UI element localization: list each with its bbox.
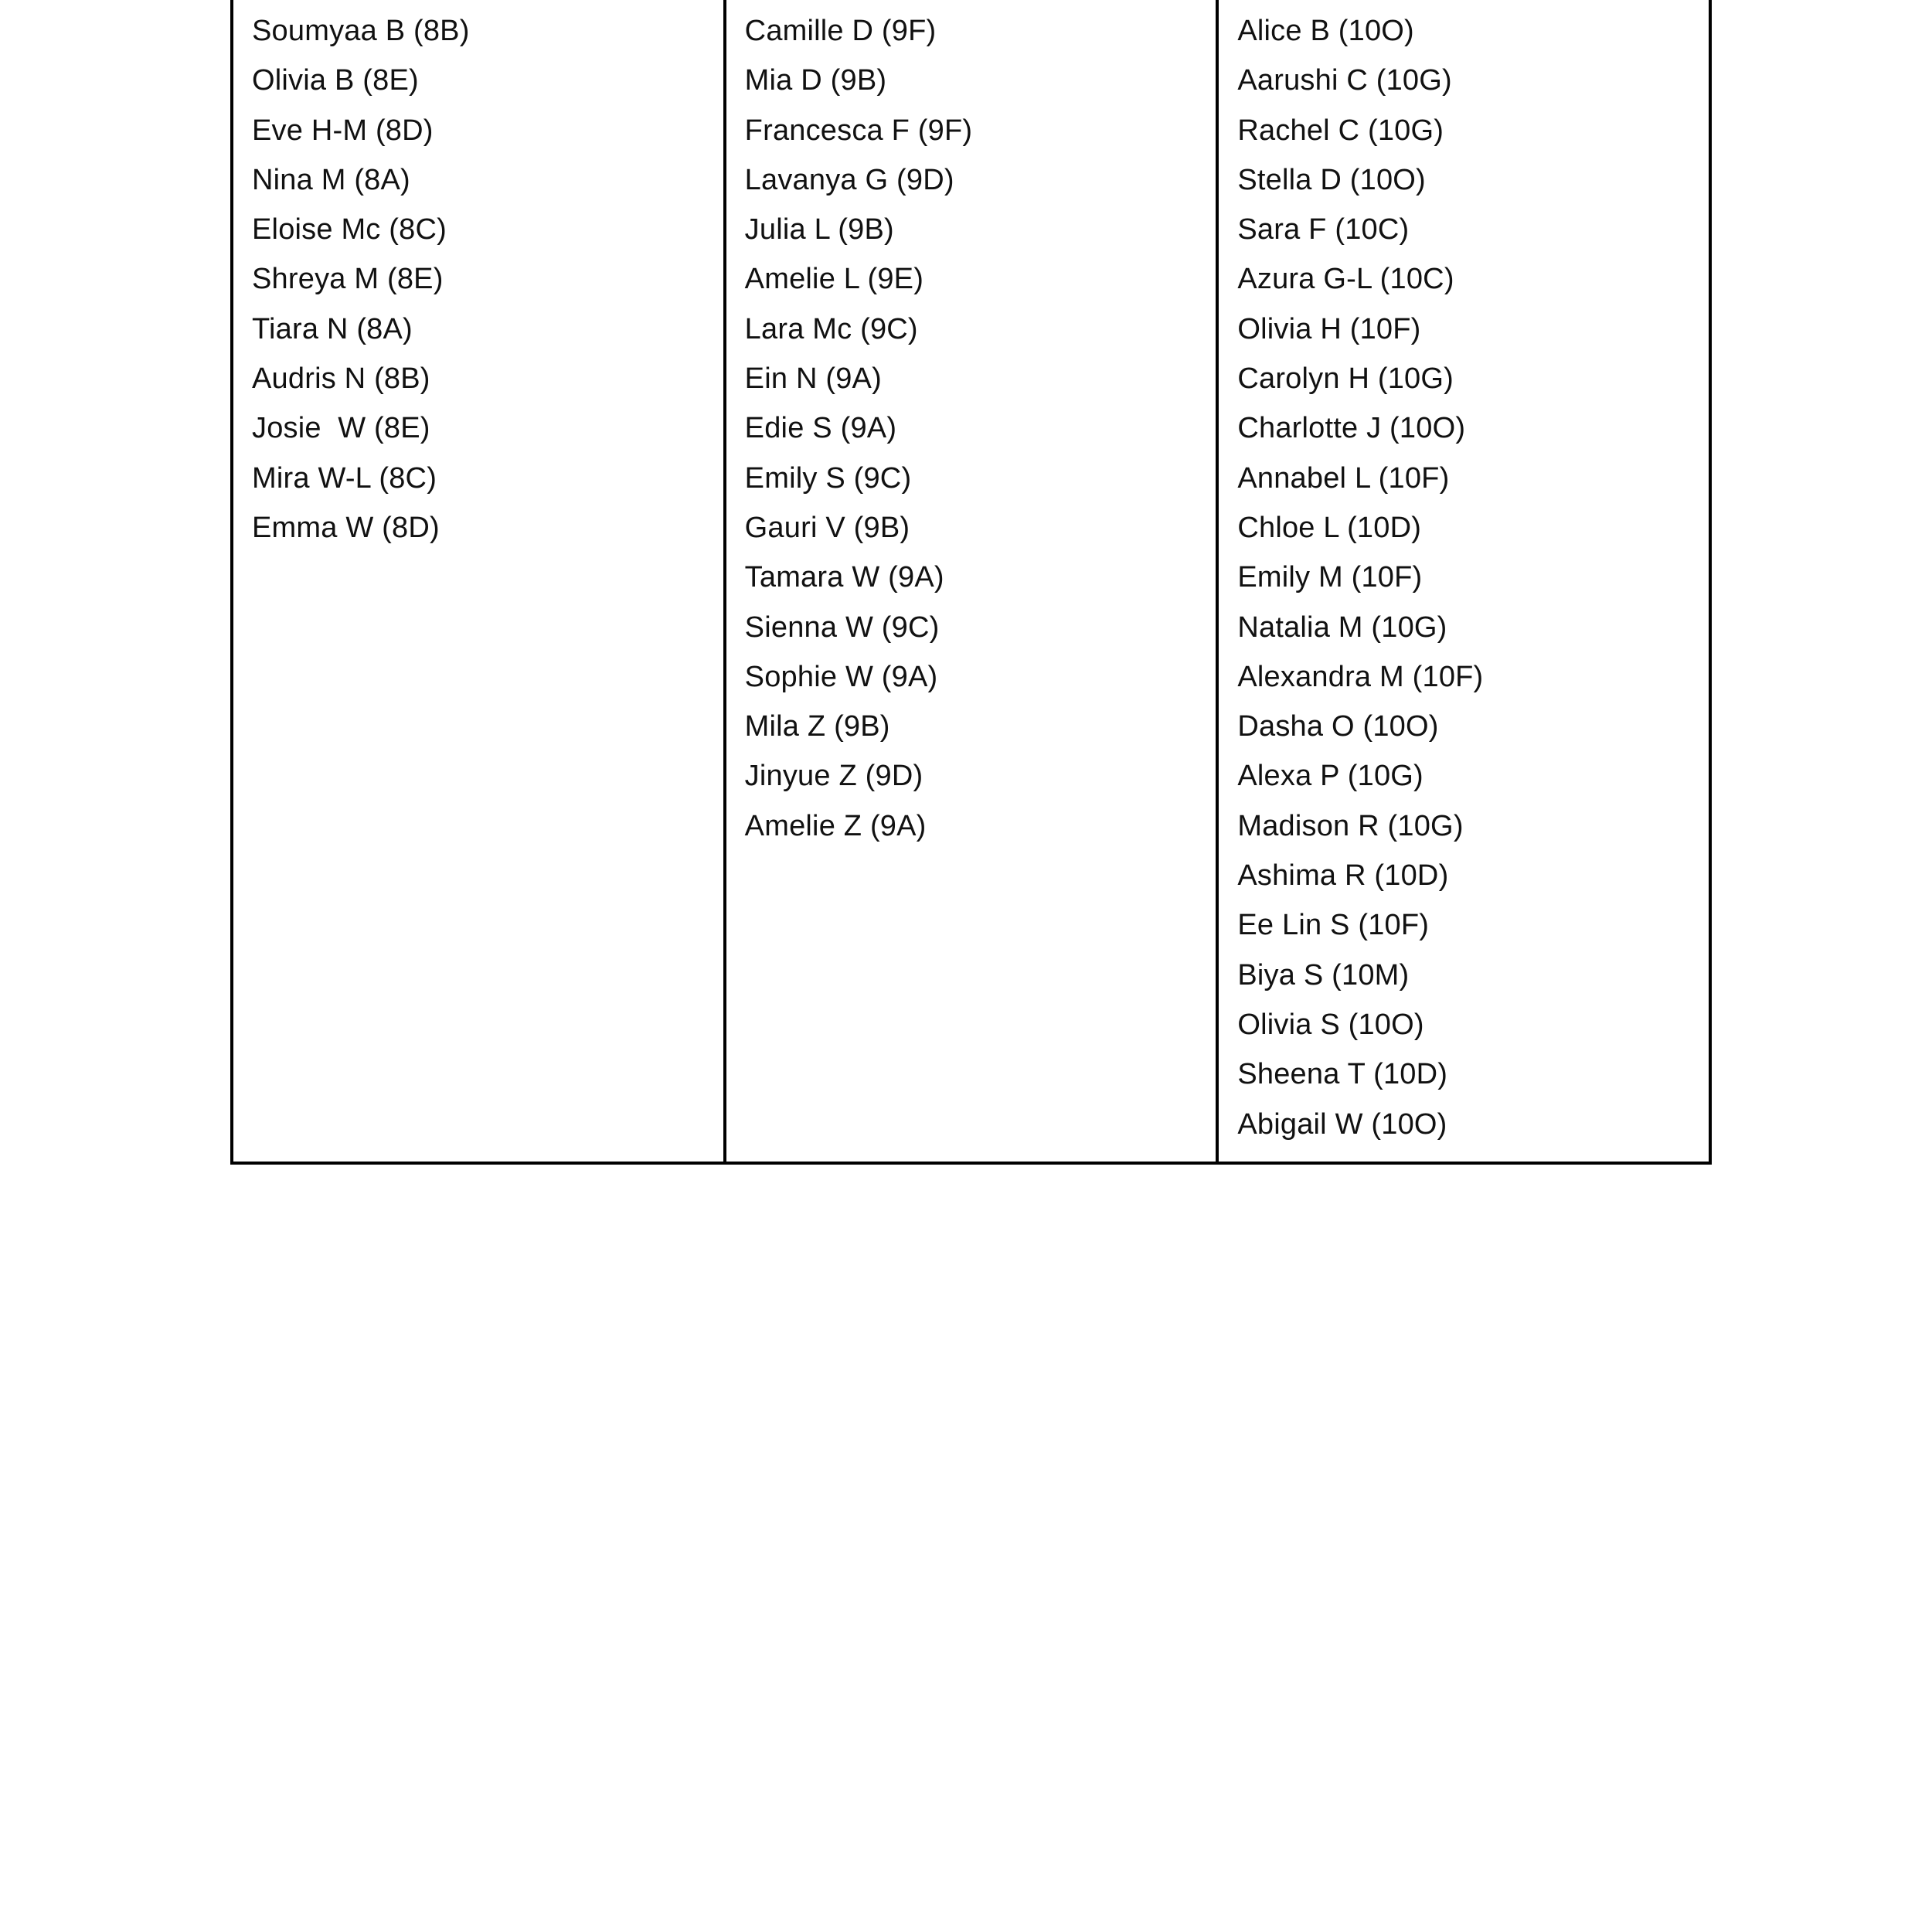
list-item: Soumyaa B (8B) — [252, 15, 470, 47]
list-item: Jinyue Z (9D) — [744, 760, 923, 793]
list-item: Annabel L (10F) — [1237, 461, 1450, 495]
list-item: Sophie W (9A) — [744, 660, 938, 693]
list-item: Natalia M (10G) — [1237, 611, 1447, 644]
list-item: Shreya M (8E) — [252, 263, 444, 296]
name-list — [1237, 6, 1483, 1149]
list-item: Aarushi C (10G) — [1237, 64, 1452, 97]
list-item: Amelie L (9E) — [744, 263, 924, 296]
list-item: Sara F (10C) — [1237, 213, 1410, 247]
list-item: Mira W-L (8C) — [252, 461, 437, 495]
list-item: Carolyn H (10G) — [1237, 362, 1454, 396]
list-item: Abigail W (10O) — [1237, 1107, 1447, 1141]
list-item: Madison R (10G) — [1237, 809, 1464, 842]
list-item: Eve H-M (8D) — [252, 114, 434, 147]
list-item: Eloise Mc (8C) — [252, 213, 447, 247]
list-item: Alice B (10O) — [1237, 15, 1414, 47]
list-item: Emily M (10F) — [1237, 561, 1423, 594]
list-item: Nina M (8A) — [252, 163, 410, 196]
list-item: Ashima R (10D) — [1237, 859, 1449, 893]
list-item: Tamara W (9A) — [744, 561, 944, 594]
column-year-9 — [723, 0, 1216, 1162]
list-item: Olivia B (8E) — [252, 64, 419, 97]
list-item: Tiara N (8A) — [252, 312, 413, 345]
list-item: Camille D (9F) — [744, 15, 937, 47]
column-year-10 — [1216, 0, 1709, 1162]
list-item: Charlotte J (10O) — [1237, 412, 1466, 445]
name-table — [230, 0, 1712, 1165]
list-item: Josie W (8E) — [252, 412, 430, 445]
list-item: Azura G-L (10C) — [1237, 263, 1454, 296]
name-list — [745, 6, 973, 851]
list-item: Amelie Z (9A) — [744, 809, 927, 842]
list-item: Ein N (9A) — [744, 362, 882, 396]
list-item: Alexandra M (10F) — [1237, 660, 1484, 693]
list-item: Francesca F (9F) — [744, 114, 973, 147]
list-item: Alexa P (10G) — [1237, 760, 1423, 793]
list-item: Sheena T (10D) — [1237, 1058, 1448, 1091]
name-list — [252, 6, 470, 553]
column-year-8 — [233, 0, 723, 1162]
list-item: Stella D (10O) — [1237, 163, 1426, 196]
list-item: Gauri V (9B) — [744, 511, 910, 544]
list-item: Lara Mc (9C) — [744, 312, 918, 345]
list-item: Mia D (9B) — [744, 64, 887, 97]
list-item: Chloe L (10D) — [1237, 511, 1422, 544]
list-item: Dasha O (10O) — [1237, 710, 1439, 743]
list-item: Emma W (8D) — [252, 511, 440, 544]
list-item: Biya S (10M) — [1237, 958, 1410, 992]
list-item: Audris N (8B) — [252, 362, 430, 396]
list-item: Sienna W (9C) — [744, 611, 940, 644]
list-item: Emily S (9C) — [744, 461, 912, 495]
list-item: Julia L (9B) — [744, 213, 894, 247]
list-item: Mila Z (9B) — [744, 710, 890, 743]
list-item: Rachel C (10G) — [1237, 114, 1444, 147]
list-item: Ee Lin S (10F) — [1237, 909, 1430, 942]
list-item: Lavanya G (9D) — [744, 163, 954, 196]
list-item: Edie S (9A) — [744, 412, 897, 445]
list-item: Olivia H (10F) — [1237, 312, 1421, 345]
list-item: Olivia S (10O) — [1237, 1008, 1424, 1041]
